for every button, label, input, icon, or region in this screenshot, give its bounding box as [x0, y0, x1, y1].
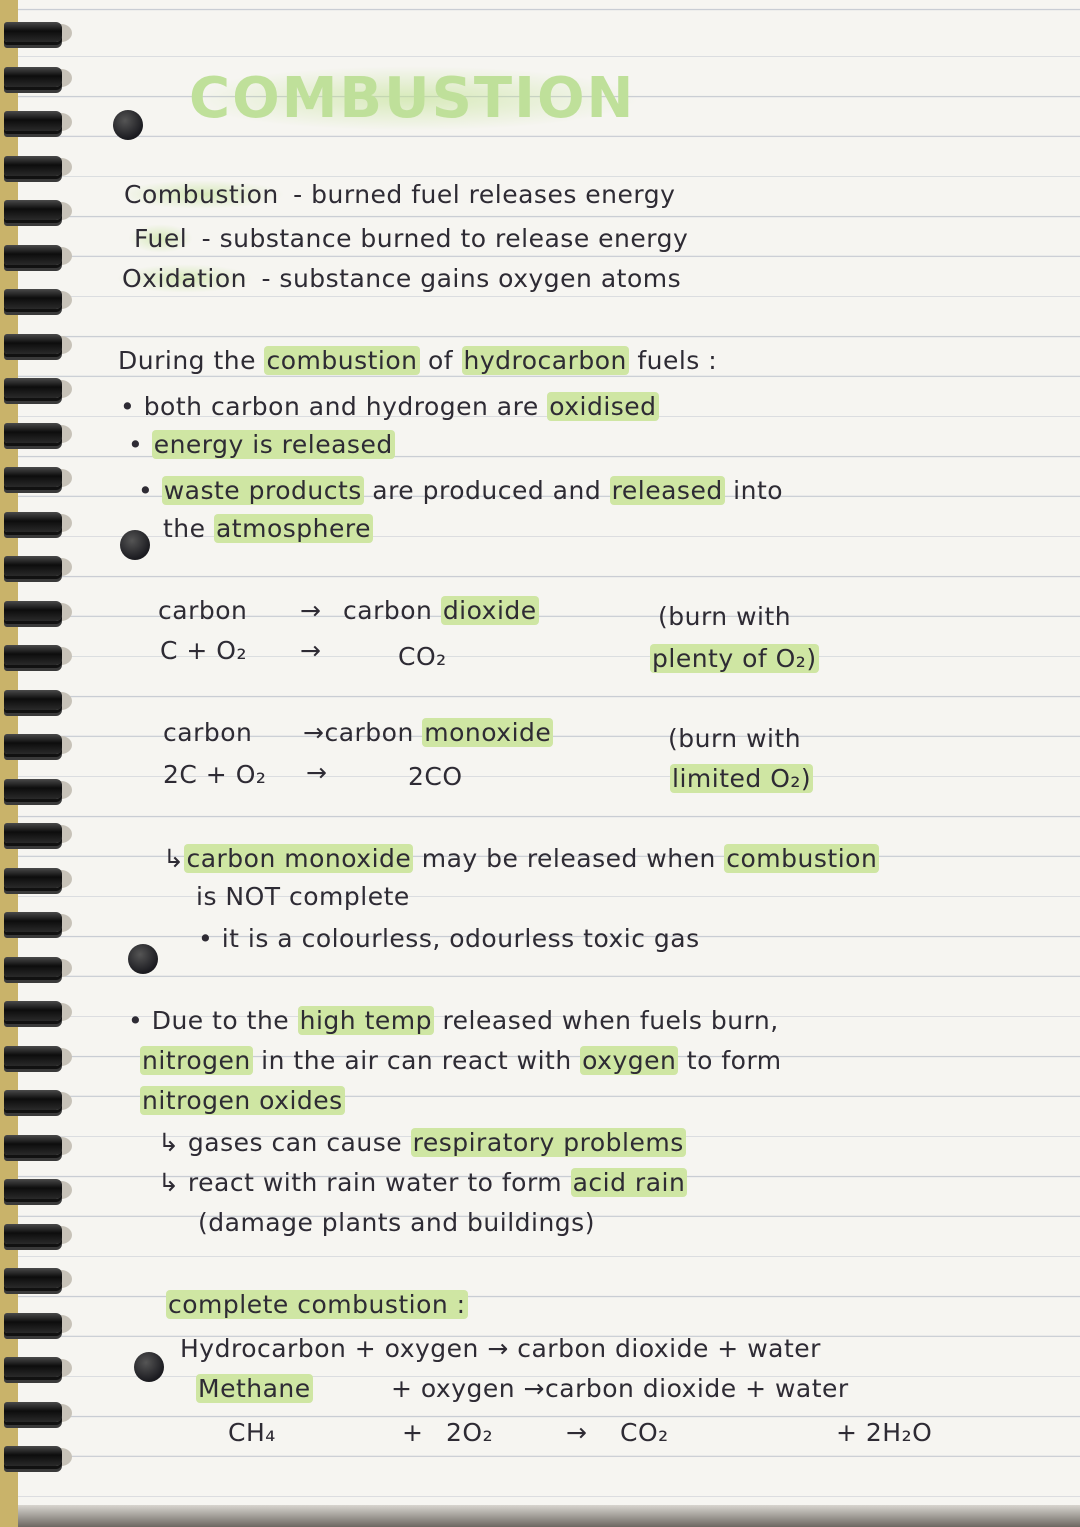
binding-ring — [4, 912, 62, 932]
bullet-dot — [113, 110, 143, 140]
binding-ring — [4, 823, 62, 843]
binding-ring — [4, 1179, 62, 1199]
eq2-word-left: carbon — [163, 718, 253, 747]
eq1-word-left: carbon — [158, 596, 248, 625]
nox-line-5: ↳ react with rain water to form acid rain — [158, 1168, 686, 1197]
co-line-3: • it is a colourless, odourless toxic gas — [198, 924, 700, 953]
binding-ring — [4, 512, 62, 532]
notebook-page — [18, 0, 1080, 1527]
binding-ring — [4, 734, 62, 754]
eq2-word-right: →carbon monoxide — [303, 718, 552, 747]
bullet-dot — [134, 1352, 164, 1382]
complete-row-2b: + oxygen →carbon dioxide + water — [391, 1374, 849, 1403]
eq1-note-2: plenty of O₂) — [652, 644, 817, 673]
eq2-symbol-left: 2C + O₂ — [163, 760, 267, 789]
during-heading: During the combustion of hydrocarbon fuels : — [118, 346, 718, 375]
complete-row-3b: + — [402, 1418, 424, 1447]
binding-ring — [4, 245, 62, 265]
binding-ring — [4, 1001, 62, 1021]
complete-row-3e: CO₂ — [620, 1418, 669, 1447]
eq1-symbol-left: C + O₂ — [160, 636, 247, 665]
during-bullet-3: • waste products are produced and released into — [138, 476, 784, 505]
binding-ring — [4, 156, 62, 176]
bullet-dot — [120, 530, 150, 560]
definition-oxidation: Oxidation - substance gains oxygen atoms — [116, 264, 681, 293]
binding-ring — [4, 779, 62, 799]
page-title: COMBUSTION — [183, 66, 641, 131]
complete-heading: complete combustion : — [168, 1290, 466, 1319]
nox-line-6: (damage plants and buildings) — [198, 1208, 595, 1237]
binding-ring — [4, 423, 62, 443]
eq1-word-right: carbon dioxide — [343, 596, 537, 625]
nox-line-2: nitrogen in the air can react with oxygen to form — [142, 1046, 782, 1075]
eq2-note-1: (burn with — [668, 724, 802, 753]
binding-ring — [4, 467, 62, 487]
definition-fuel: Fuel - substance burned to release energy — [128, 224, 688, 253]
eq1-arrow-symbol: → — [300, 636, 322, 665]
page-edge — [0, 0, 18, 1527]
binding-ring — [4, 67, 62, 87]
binding-ring — [4, 1224, 62, 1244]
binding-ring — [4, 1135, 62, 1155]
binding-ring — [4, 868, 62, 888]
binding-ring — [4, 378, 62, 398]
complete-row-3f: + 2H₂O — [836, 1418, 933, 1447]
binding-ring — [4, 957, 62, 977]
binding-ring — [4, 1268, 62, 1288]
bullet-dot — [128, 944, 158, 974]
binding-ring — [4, 111, 62, 131]
co-line-2: is NOT complete — [196, 882, 410, 911]
eq1-symbol-right: CO₂ — [398, 642, 447, 671]
nox-line-3: nitrogen oxides — [142, 1086, 343, 1115]
binding-ring — [4, 200, 62, 220]
nox-line-1: • Due to the high temp released when fuels burn, — [128, 1006, 779, 1035]
complete-row-3a: CH₄ — [228, 1418, 276, 1447]
complete-row-3d: → — [566, 1418, 588, 1447]
binding-ring — [4, 1357, 62, 1377]
complete-row-1: Hydrocarbon + oxygen → carbon dioxide + water — [180, 1334, 821, 1363]
binding-ring — [4, 556, 62, 576]
binding-ring — [4, 1402, 62, 1422]
during-bullet-2: • energy is released — [128, 430, 393, 459]
during-bullet-3-cont: the atmosphere — [163, 514, 371, 543]
binding-ring — [4, 690, 62, 710]
binding-ring — [4, 289, 62, 309]
binding-ring — [4, 1046, 62, 1066]
during-bullet-1: • both carbon and hydrogen are oxidised — [120, 392, 657, 421]
binding-ring — [4, 22, 62, 42]
eq1-note-1: (burn with — [658, 602, 792, 631]
binding-ring — [4, 334, 62, 354]
binding-ring — [4, 601, 62, 621]
complete-row-2a: Methane — [198, 1374, 311, 1403]
eq2-arrow-symbol: → — [306, 758, 328, 787]
co-line-1: ↳carbon monoxide may be released when combustion — [163, 844, 878, 873]
nox-line-4: ↳ gases can cause respiratory problems — [158, 1128, 684, 1157]
binding-ring — [4, 1090, 62, 1110]
binding-ring — [4, 1313, 62, 1333]
complete-row-3c: 2O₂ — [446, 1418, 494, 1447]
definition-combustion: Combustion - burned fuel releases energy — [118, 180, 675, 209]
binding-ring — [4, 1446, 62, 1466]
eq1-arrow: → — [300, 596, 322, 625]
eq2-symbol-right: 2CO — [408, 762, 463, 791]
binding-ring — [4, 645, 62, 665]
eq2-note-2: limited O₂) — [672, 764, 812, 793]
